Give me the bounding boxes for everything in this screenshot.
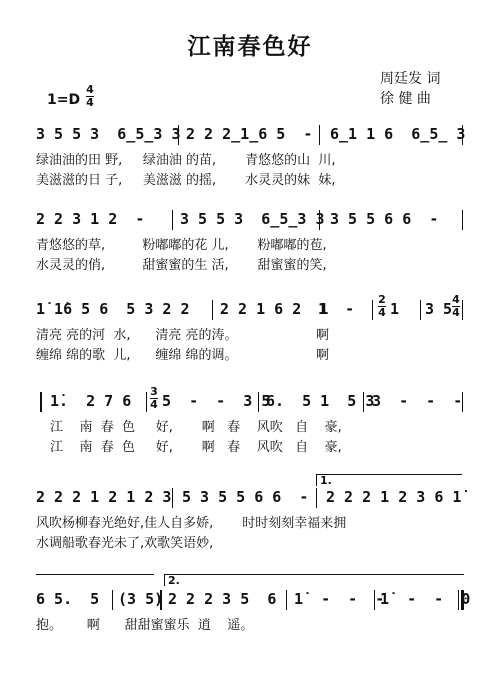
measure: 6. 5 1 5 3	[266, 392, 375, 410]
measure: 3 5	[425, 300, 453, 318]
volta-bracket-2	[164, 574, 464, 575]
time-signature-change	[378, 294, 386, 319]
ts-top: 3	[150, 385, 158, 398]
measure: (3 5)	[118, 590, 164, 608]
time-signature	[86, 84, 94, 109]
measure: 3 5 5 6 6 -	[330, 210, 439, 228]
page-title: 江南春色好	[187, 33, 313, 60]
volta-1-label: 1.	[320, 474, 332, 487]
key-signature: 1=D	[47, 92, 81, 108]
measure: 3 - - -	[372, 392, 463, 410]
barline	[319, 125, 320, 145]
measure: 1̇. 2 7 6	[50, 392, 132, 410]
time-signature-change	[452, 294, 460, 319]
measure: 2 2 2̲1̲6 5 -	[186, 125, 313, 143]
ts-bottom: 4	[378, 306, 386, 319]
lyrics-verse-2: 缠绵 绵的歌 儿, 缠绵 绵的调。 啊	[36, 348, 329, 363]
measure: 1 -	[318, 300, 355, 318]
lyricist-credit: 周廷发 词	[380, 71, 441, 87]
measure: 3 5 5 3 6̲5̲3 3	[36, 125, 181, 143]
time-signature-top: 4	[86, 83, 94, 96]
barline	[112, 590, 113, 610]
volta-2-label: 2.	[168, 574, 180, 587]
barline	[286, 590, 287, 610]
composer-credit: 徐 健 曲	[380, 91, 431, 107]
volta-bracket-edge	[316, 474, 317, 486]
lyrics-verse-1: 风吹杨柳春光绝好,佳人自多娇, 时时刻刻幸福来拥	[36, 516, 347, 531]
volta-bracket-edge	[164, 574, 165, 586]
barline	[146, 392, 147, 412]
measure: 1	[390, 300, 400, 318]
volta-bracket-1	[316, 474, 462, 475]
repeat-start-barline	[40, 392, 42, 412]
barline	[172, 210, 173, 230]
measure: 6 5. 5	[36, 590, 100, 608]
measure: 3 5 5 3 6̲5̲3 3	[180, 210, 325, 228]
measure: 5 3 5 5 6 6 -	[182, 488, 309, 506]
lyrics-verse-1: 绿油油的田 野, 绿油油 的苗, 青悠悠的山 川,	[36, 153, 336, 168]
volta-bracket-1-end	[36, 574, 154, 575]
measure: 1̇ 1̇6 5 6 5 3 2 2	[36, 300, 190, 318]
lyrics-verse-1: 青悠悠的草, 粉嘟嘟的花 儿, 粉嘟嘟的苞,	[36, 238, 327, 253]
lyrics-verse-1: 清亮 亮的河 水, 清亮 亮的涛。 啊	[36, 328, 329, 343]
barline	[172, 488, 173, 508]
lyrics-verse-1: 江 南 春 色 好, 啊 春 风吹 自 豪,	[50, 420, 342, 435]
time-signature-change	[150, 386, 158, 411]
ts-top: 4	[452, 293, 460, 306]
measure: 2 2 2 3 5 6	[168, 590, 277, 608]
measure: 2 2 2 1 2 1 2 3	[36, 488, 172, 506]
measure: 5 - - 3 5	[162, 392, 271, 410]
barline	[372, 300, 373, 320]
barline	[316, 488, 317, 508]
lyrics-verse-2: 江 南 春 色 好, 啊 春 风吹 自 豪,	[50, 440, 342, 455]
barline	[420, 300, 421, 320]
measure: 2 2 3 1 2 -	[36, 210, 145, 228]
measure: 1̇ - - 0	[380, 590, 471, 608]
measure: 1̇ - - -	[294, 590, 385, 608]
measure: 2 2 1 6 2 1	[220, 300, 329, 318]
ts-top: 2	[378, 293, 386, 306]
barline	[462, 300, 463, 320]
measure: 2 2 2 1 2 3 6 1̇	[326, 488, 462, 506]
lyrics-verse-2: 美滋滋的日 子, 美滋滋 的摇, 水灵灵的妹 妹,	[36, 173, 336, 188]
barline	[462, 210, 463, 230]
ts-bottom: 4	[452, 306, 460, 319]
lyrics-verse-2: 水灵灵的俏, 甜蜜蜜的生 活, 甜蜜蜜的笑,	[36, 258, 327, 273]
barline	[212, 300, 213, 320]
time-signature-bottom: 4	[86, 96, 94, 109]
ts-bottom: 4	[150, 398, 158, 411]
measure: 6̲1 1 6 6̲5̲ 3	[330, 125, 466, 143]
lyrics-verse-1: 抱。 啊 甜甜蜜蜜乐 逍 遥。	[36, 618, 254, 633]
lyrics-verse-2: 水调船歌春光未了,欢歌笑语妙,	[36, 536, 214, 551]
